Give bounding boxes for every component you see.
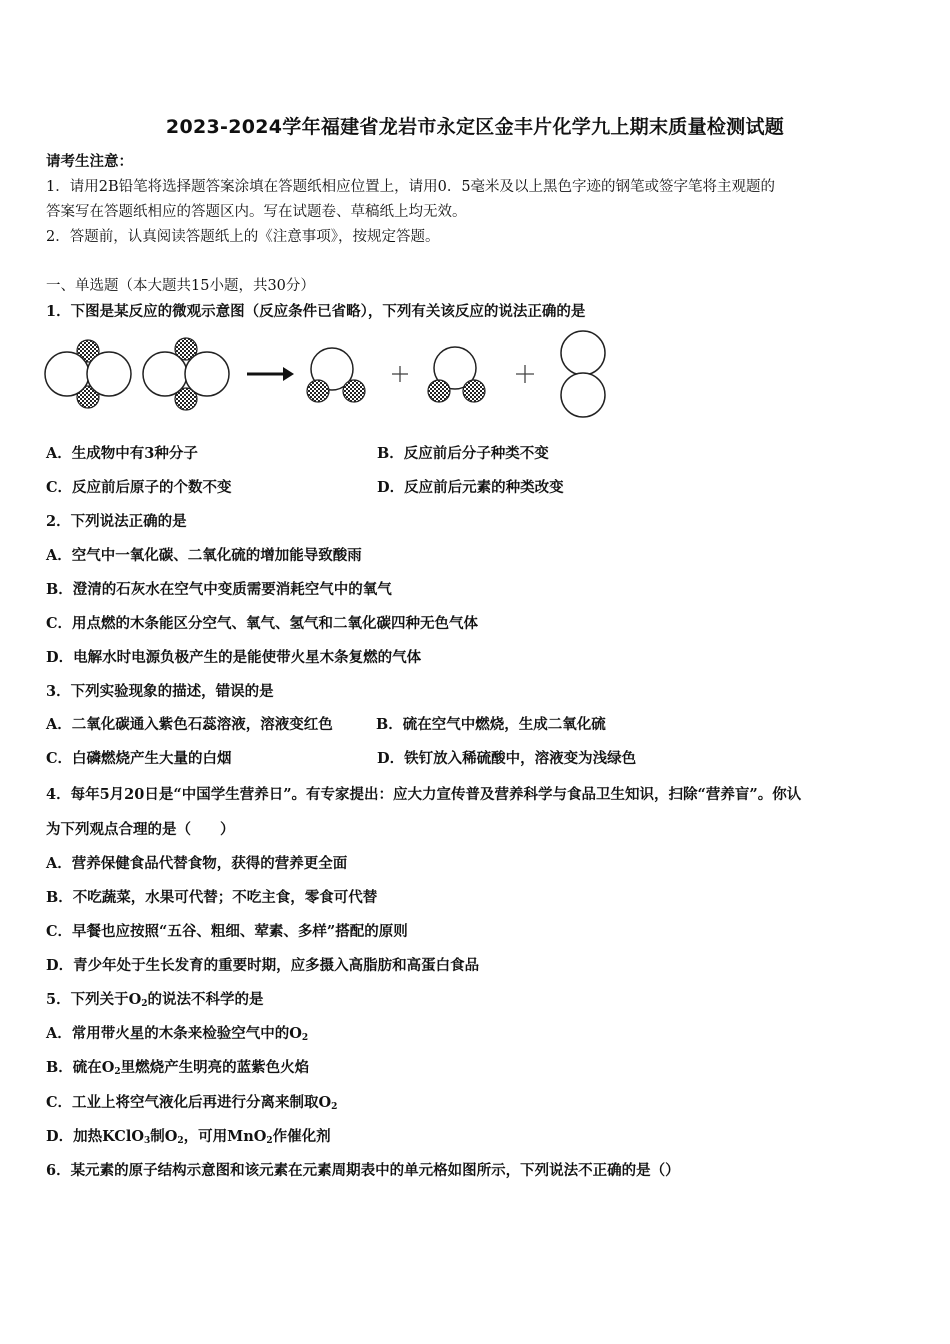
reaction-arrow	[247, 367, 294, 381]
q5-option-c: C．工业上将空气液化后再进行分离来制取$O_2$	[46, 1094, 338, 1112]
q3-option-b: B．硫在空气中燃烧，生成二氧化硫	[376, 716, 606, 733]
product-molecule-3	[561, 331, 605, 417]
q6-stem: 6．某元素的原子结构示意图和该元素在元素周期表中的单元格如图所示，下列说法不正确的是（）	[46, 1162, 680, 1179]
notice-item-1: 1．请用2B铅笔将选择题答案涂填在答题纸相应位置上，请用0．5毫米及以上黑色字迹的钢笔或签字笔将主观题的	[46, 179, 776, 195]
product-molecule-2	[428, 347, 485, 402]
section-heading: 一、单选题（本大题共15小题，共30分）	[46, 278, 315, 294]
q1-option-a: A．生成物中有3种分子	[46, 445, 198, 462]
q1-stem: 1．下图是某反应的微观示意图（反应条件已省略），下列有关该反应的说法正确的是	[46, 303, 586, 320]
q1-option-d: D．反应前后元素的种类改变	[377, 479, 564, 496]
notice-item-2: 2．答题前，认真阅读答题纸上的《注意事项》，按规定答题。	[46, 229, 440, 245]
plus-sign-2	[516, 365, 534, 383]
notice-item-1-cont: 答案写在答题纸相应的答题区内。写在试题卷、草稿纸上均无效。	[46, 204, 467, 220]
page-title: 2023-2024学年福建省龙岩市永定区金丰片化学九上期末质量检测试题	[165, 116, 785, 138]
q4-option-a: A．营养保健食品代替食物，获得的营养更全面	[46, 855, 348, 872]
reaction-diagram	[40, 330, 620, 422]
q2-option-c: C．用点燃的木条能区分空气、氧气、氢气和二氧化碳四种无色气体	[46, 615, 479, 632]
q4-option-b: B．不吃蔬菜，水果可代替；不吃主食，零食可代替	[46, 889, 378, 906]
q5-option-d: D．加热KClO$_3$制$O_2$，可用MnO$_2$作催化剂	[46, 1128, 331, 1146]
q1-option-c: C．反应前后原子的个数不变	[46, 479, 232, 496]
q2-option-a: A．空气中一氧化碳、二氧化硫的增加能导致酸雨	[46, 547, 362, 564]
product-molecule-1	[307, 348, 365, 402]
reactant-molecule-1	[45, 340, 131, 408]
reactant-molecule-2	[143, 338, 229, 410]
q5-option-b: B．硫在$O_2$里燃烧产生明亮的蓝紫色火焰	[46, 1059, 310, 1077]
q5-option-a: A．常用带火星的木条来检验空气中的$O_2$	[46, 1025, 309, 1043]
q4-option-d: D．青少年处于生长发育的重要时期，应多摄入高脂肪和高蛋白食品	[46, 957, 480, 974]
q3-option-a: A．二氧化碳通入紫色石蕊溶液，溶液变红色	[46, 716, 333, 733]
q4-option-c: C．早餐也应按照“五谷、粗细、荤素、多样”搭配的原则	[46, 923, 408, 940]
q3-option-d: D．铁钉放入稀硫酸中，溶液变为浅绿色	[377, 750, 637, 767]
plus-sign-1	[392, 366, 408, 382]
q4-stem-line1: 4．每年5月20日是“中国学生营养日”。有专家提出：应大力宣传普及营养科学与食品卫生知识，扫除“营养盲”。你认	[46, 786, 802, 803]
q2-stem: 2．下列说法正确的是	[46, 513, 187, 530]
q3-option-c: C．白磷燃烧产生大量的白烟	[46, 750, 232, 767]
q1-option-b: B．反应前后分子种类不变	[377, 445, 549, 462]
q2-option-b: B．澄清的石灰水在空气中变质需要消耗空气中的氧气	[46, 581, 392, 598]
q4-stem-line2: 为下列观点合理的是（ ）	[46, 821, 235, 838]
q3-stem: 3．下列实验现象的描述，错误的是	[46, 683, 274, 700]
notice-heading: 请考生注意：	[46, 153, 133, 170]
q2-option-d: D．电解水时电源负极产生的是能使带火星木条复燃的气体	[46, 649, 422, 666]
q5-stem: 5．下列关于$O_2$的说法不科学的是	[46, 991, 264, 1009]
